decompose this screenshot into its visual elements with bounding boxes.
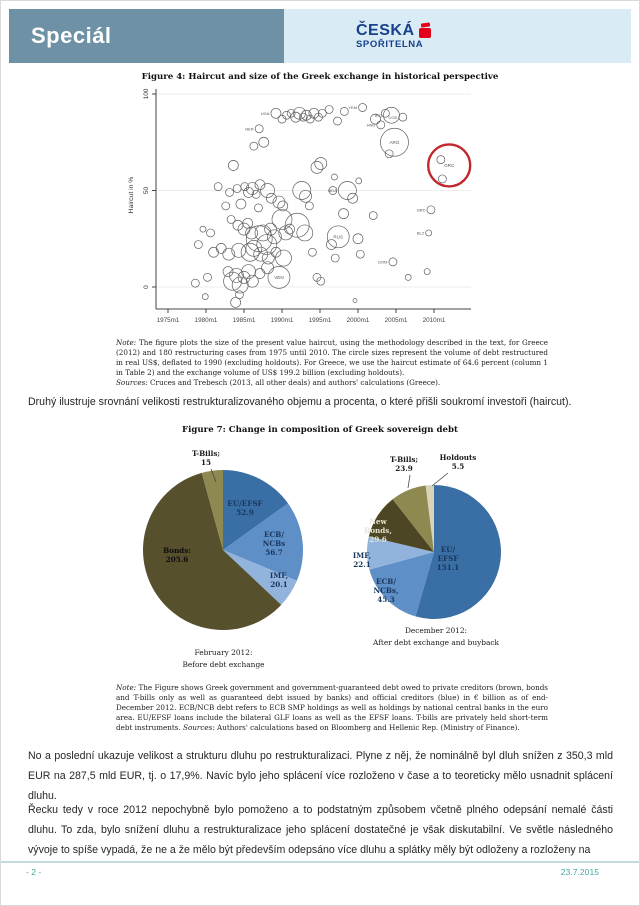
pie-slice-label: T-Bills; xyxy=(191,449,221,458)
bubble-label: HND xyxy=(366,122,376,128)
sources-label: Sources: xyxy=(183,723,215,732)
sources-text: Cruces and Trebesch (2013, all other deals) and authors' calculations (Greece). xyxy=(147,378,441,387)
scatter-bubble xyxy=(267,230,281,244)
scatter-bubble xyxy=(271,108,281,118)
bubble-label: GRD xyxy=(416,207,426,213)
logo-text-line1: ČESKÁ xyxy=(356,21,415,39)
y-axis-title: Haircut in % xyxy=(128,176,135,214)
page-header xyxy=(9,9,631,63)
scatter-bubble xyxy=(233,185,241,193)
scatter-bubble xyxy=(214,183,222,191)
ceska-sporitelna-logo xyxy=(356,23,433,50)
scatter-bubble xyxy=(255,268,265,278)
scatter-bubble xyxy=(223,267,233,277)
y-tick-label: 100 xyxy=(143,88,150,100)
scatter-bubble xyxy=(194,241,202,249)
pie-slice-label: 205.6 xyxy=(165,555,189,564)
pie-slice-label: T-Bills; xyxy=(389,455,419,464)
pie-slice-label: 45.3 xyxy=(377,595,395,604)
scatter-bubble xyxy=(331,254,339,262)
scatter-bubble xyxy=(266,193,276,203)
x-tick-label: 1985m1 xyxy=(232,317,256,324)
pie-slice-label: 15 xyxy=(200,458,212,467)
pie-before-caption-line2: Before debt exchange xyxy=(182,660,265,669)
scatter-bubble xyxy=(228,160,238,170)
scatter-bubble xyxy=(238,223,250,235)
bubble-label: NER xyxy=(245,126,254,132)
pie-slice-label: EU/ xyxy=(440,545,456,554)
scatter-bubble xyxy=(244,187,254,197)
scatter-bubble xyxy=(300,190,312,202)
scatter-bubble xyxy=(207,229,215,237)
pie-slice-label: IMF, xyxy=(269,571,289,580)
x-tick-label: 2005m1 xyxy=(384,317,408,324)
label-leader-line xyxy=(432,473,448,486)
pie-slice-label: NCBs, xyxy=(373,586,399,595)
scatter-bubble xyxy=(315,157,327,169)
figure7-title: Figure 7: Change in composition of Greek sovereign debt xyxy=(182,425,458,435)
pie-before-caption xyxy=(131,647,316,671)
page-title: Speciál xyxy=(31,23,112,48)
x-tick-label: 2000m1 xyxy=(346,317,370,324)
x-tick-label: 1980m1 xyxy=(194,317,218,324)
scatter-bubble xyxy=(356,178,362,184)
bubble-label: UGA xyxy=(260,110,270,116)
scatter-bubble xyxy=(265,223,277,235)
scatter-bubble xyxy=(259,137,269,147)
scatter-bubble xyxy=(377,121,385,129)
scatter-bubble xyxy=(257,235,277,255)
scatter-bubble xyxy=(262,262,274,274)
scatter-bubble xyxy=(424,269,430,275)
scatter-bubble xyxy=(405,274,411,280)
scatter-bubble xyxy=(389,258,397,266)
scatter-bubble xyxy=(311,161,323,173)
body-paragraph-3: Řecku tedy v roce 2012 nepochybně bylo pomoženo a to podstatným způsobem včetně plného odepsání nemalé části dluhu. To zda, bylo snížení dluhu a restrukturalizace jeho splácení dostatečné je však diskutabilní. Ve světle následného vývoje to spíše vypadá, že ne a že mělo být především odepsáno více dluhu a splátky měly být odloženy a rozloženy na xyxy=(28,804,613,856)
scatter-bubble xyxy=(339,209,349,219)
figure7-pie-before xyxy=(131,444,316,679)
scatter-bubble xyxy=(254,204,262,212)
note-label: Note: xyxy=(116,338,137,347)
y-tick-label: 0 xyxy=(143,285,150,289)
bubble-label: GRC xyxy=(444,163,455,169)
pie-slice-label: New xyxy=(369,517,387,526)
scatter-bubble xyxy=(222,202,230,210)
scatter-bubble xyxy=(438,175,446,183)
label-leader-line xyxy=(408,475,410,488)
scatter-bubble xyxy=(348,193,358,203)
logo-text-line2: SPOŘITELNA xyxy=(356,38,424,50)
bubble-label: YEM xyxy=(348,105,358,111)
x-tick-label: 1990m1 xyxy=(270,317,294,324)
scatter-bubble xyxy=(340,107,348,115)
pie-slice-label: Holdouts xyxy=(439,453,477,462)
pie-after-caption-line1: December 2012: xyxy=(404,626,468,635)
pie-slice-label: 56.7 xyxy=(265,548,283,557)
scatter-plot-svg xyxy=(119,87,484,342)
scatter-bubble xyxy=(200,226,206,232)
scatter-bubble xyxy=(353,299,357,303)
pie-slice-label: 52.9 xyxy=(236,508,254,517)
footer-divider xyxy=(1,861,639,863)
scatter-bubble xyxy=(427,206,435,214)
pie-slice-label: 22.1 xyxy=(353,560,371,569)
sources-label: Sources: xyxy=(116,378,148,387)
footer-date: 23.7.2015 xyxy=(560,867,599,877)
pie-slice-label: ECB/ xyxy=(376,577,396,586)
note-text: The Figure shows Greek government and government-guaranteed debt owed to private creditors (brown, bonds and T-bills only as well as guaranteed debt issued by banks) and official creditors (blue) in € billion as of end-December 2012. ECB/NCB debt refers to ECB SMP holdings as well as holdings by national central banks in the euro area. EU/EFSF loans include the bilateral GLF loans as well as the EFSF loans. T-bills are privately held short-term debt instruments. xyxy=(116,683,548,732)
scatter-bubble xyxy=(353,234,363,244)
bubble-label: DOM xyxy=(378,259,388,265)
note-label: Note: xyxy=(116,683,137,692)
pie-slice-label: 23.9 xyxy=(395,464,413,473)
pie-slice-label: Bonds, xyxy=(364,526,392,535)
scatter-bubble xyxy=(216,243,226,253)
scatter-bubble xyxy=(262,252,274,264)
scatter-bubble xyxy=(297,225,313,241)
pie-before-svg xyxy=(131,444,316,679)
pie-before-caption-line1: February 2012: xyxy=(194,648,253,657)
bubble-label: ARG xyxy=(389,139,400,145)
x-tick-label: 2010m1 xyxy=(422,317,446,324)
ceska-sporitelna-logo-icon xyxy=(418,23,433,38)
y-tick-label: 50 xyxy=(143,186,150,195)
scatter-bubble xyxy=(308,248,316,256)
pie-slice-label: 29.6 xyxy=(369,535,387,544)
figure4-note xyxy=(116,338,548,388)
footer-page-number: - 2 - xyxy=(26,867,42,877)
pie-after-caption xyxy=(336,625,536,649)
scatter-bubble xyxy=(250,142,258,150)
bubble-label: IRQ xyxy=(374,112,382,118)
header-logo-area xyxy=(284,9,631,63)
pie-slice-label: ECB/ xyxy=(264,530,284,539)
scatter-bubble xyxy=(209,247,219,257)
scatter-bubble xyxy=(255,125,263,133)
bubble-label: VEN xyxy=(274,274,284,280)
sources-text: Authors' calculations based on Bloomberg and Hellenic Rep. (Ministry of Finance). xyxy=(214,723,520,732)
note-text: The figure plots the size of the present value haircut, using the methodology described in the text, for Greece (2012) and 180 restructuring cases from 1975 until 2010. The circle sizes represent the volume of debt restructured in real US$, deflated to 1990 (excluding holdouts). For Greece, we use the haircut estimate of 64.6 percent (column 1 in Table 2) and the exchange volume of US$ 199.2 billion (excluding holdouts). xyxy=(116,338,548,377)
x-tick-label: 1975m1 xyxy=(156,317,180,324)
pie-slice-label: 20.1 xyxy=(270,580,288,589)
figure4-title: Figure 4: Haircut and size of the Greek exchange in historical perspective xyxy=(141,72,499,82)
scatter-bubble xyxy=(226,188,234,196)
pie-after-caption-line2: After debt exchange and buyback xyxy=(372,638,500,647)
scatter-bubble xyxy=(204,273,212,281)
scatter-bubble xyxy=(236,199,246,209)
figure7-note xyxy=(116,683,548,733)
scatter-bubble xyxy=(191,279,199,287)
scatter-bubble xyxy=(202,294,208,300)
pie-slice-label: EFSF xyxy=(437,554,459,563)
scatter-bubble xyxy=(276,250,292,266)
scatter-bubble xyxy=(325,105,333,113)
body-paragraph-2: No a poslední ukazuje velikost a strukturu dluhu po restrukturalizaci. Plyne z něj, že nominálně byl dluh snížen z 350,3 mld EUR na 287,5 mld EUR, tj. o 17,9%. Navíc bylo jeho splácení více rozloženo v čase a to teoreticky mělo usnadnit splácení dluhu. xyxy=(28,750,613,802)
scatter-bubble xyxy=(305,202,313,210)
bubble-label: COD xyxy=(388,114,398,120)
bubble-label: BLZ xyxy=(416,230,425,236)
pie-slice-label: 151.1 xyxy=(436,563,460,572)
body-paragraph-1: Druhý ilustruje srovnání velikosti restrukturalizovaného objemu a procenta, o které přišli soukromí investoři (haircut). xyxy=(28,396,572,408)
figure4-scatter-chart xyxy=(119,87,484,342)
bubble-label: MDA xyxy=(327,188,337,194)
bubble-label: RUS xyxy=(333,234,344,240)
scatter-bubble xyxy=(356,250,364,258)
pie-slice-label: Bonds: xyxy=(163,546,191,555)
scatter-bubble xyxy=(241,243,259,261)
scatter-bubble xyxy=(399,113,407,121)
pie-slice-label: 5.5 xyxy=(451,462,465,471)
pie-slice-label: EU/EFSF xyxy=(227,499,263,508)
scatter-bubble xyxy=(359,104,367,112)
header-banner xyxy=(9,9,284,63)
scatter-bubble xyxy=(369,212,377,220)
scatter-bubble xyxy=(333,117,341,125)
pie-slice-label: NCBs xyxy=(262,539,286,548)
x-tick-label: 1995m1 xyxy=(308,317,332,324)
scatter-bubble xyxy=(331,174,337,180)
scatter-bubble xyxy=(426,230,432,236)
pie-slice-label: IMF, xyxy=(352,551,372,560)
